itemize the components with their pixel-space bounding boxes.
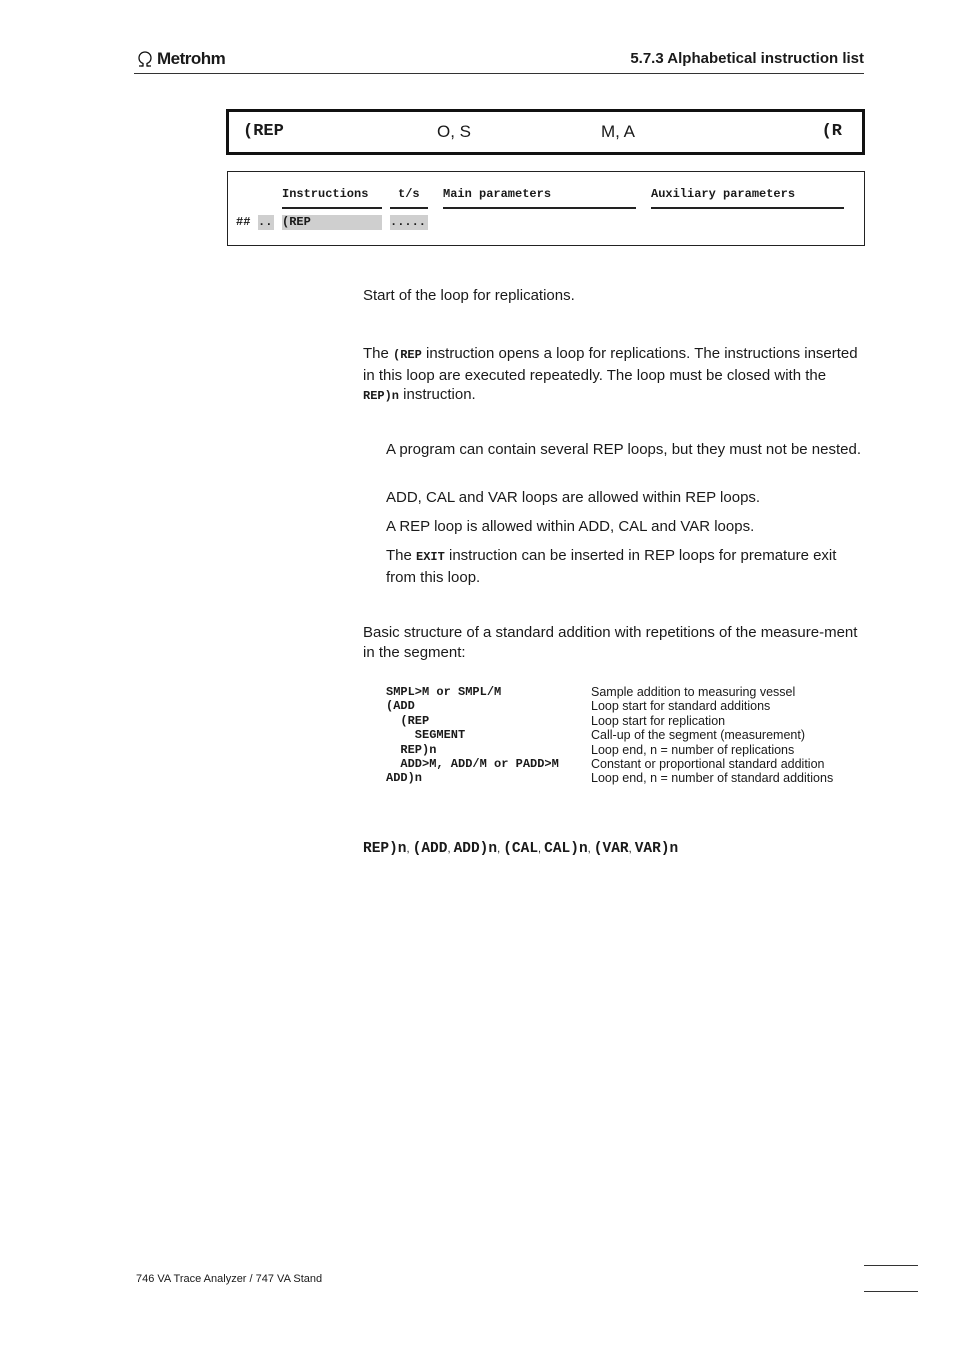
row-hash: ## — [236, 215, 251, 229]
example-row — [386, 743, 856, 757]
example-description: Loop start for replication — [591, 713, 726, 728]
header-rule — [282, 207, 382, 209]
section-title: 5.7.3 Alphabetical instruction list — [630, 50, 864, 67]
example-listing — [386, 685, 856, 786]
description-part: instruction opens a loop for replications. The instructions inserted in this loop are executed repeatedly. The loop must be closed with the — [363, 345, 858, 384]
separator: , — [538, 843, 545, 855]
see-also-item: ADD)n — [453, 841, 498, 857]
example-description: Sample addition to measuring vessel — [591, 685, 796, 699]
instruction-table — [227, 171, 865, 246]
summary-text: Start of the loop for replications. — [363, 287, 575, 304]
header-auxiliary-parameters: Auxiliary parameters — [651, 187, 796, 201]
instruction-name: (REP — [243, 122, 284, 141]
description-text — [363, 344, 858, 407]
example-code: SEGMENT — [386, 728, 466, 743]
example-row — [386, 714, 856, 728]
example-description: Constant or proportional standard addition — [591, 756, 825, 771]
note-part: The — [386, 547, 417, 564]
separator: , — [497, 843, 504, 855]
example-code: ADD)n — [386, 771, 423, 786]
description-part: instruction. — [399, 386, 476, 403]
example-code: (REP — [386, 713, 430, 728]
see-also-list — [363, 840, 678, 857]
row-instruction: (REP — [282, 215, 382, 230]
note-text — [386, 546, 861, 587]
example-code: (ADD — [386, 699, 415, 714]
note-text: A REP loop is allowed within ADD, CAL and VAR loops. — [386, 518, 755, 535]
see-also-item: CAL)n — [544, 841, 588, 857]
instruction-title-box — [226, 109, 865, 155]
example-description: Call-up of the segment (measurement) — [591, 728, 805, 743]
example-description: Loop start for standard additions — [591, 699, 771, 714]
footer-rule — [864, 1265, 918, 1266]
brand-logo — [136, 48, 225, 70]
example-description: Loop end, n = number of replications — [591, 742, 795, 757]
header-instructions: Instructions — [282, 187, 369, 201]
brand-name: Metrohm — [157, 49, 226, 68]
header-rule — [443, 207, 636, 209]
example-code: SMPL>M or SMPL/M — [386, 685, 502, 699]
footer-product: 746 VA Trace Analyzer / 747 VA Stand — [136, 1273, 323, 1285]
note-text: ADD, CAL and VAR loops are allowed within REP loops. — [386, 489, 761, 506]
header-main-parameters: Main parameters — [443, 187, 552, 201]
example-code: REP)n — [386, 742, 437, 757]
omega-logo-icon — [136, 50, 154, 68]
row-dots: .. — [258, 215, 273, 229]
separator: , — [628, 843, 635, 855]
separator: , — [447, 843, 454, 855]
note-part: instruction can be inserted in REP loops for premature exit from this loop. — [386, 547, 837, 586]
see-also-item: (CAL — [503, 841, 539, 857]
footer-rule — [864, 1291, 918, 1292]
header-rule — [390, 207, 428, 209]
header-rule — [651, 207, 844, 209]
example-code: ADD>M, ADD/M or PADD>M — [386, 756, 559, 771]
separator: , — [406, 843, 413, 855]
example-row — [386, 757, 856, 771]
example-row — [386, 699, 856, 713]
auxiliary-parameter-tag: M, A — [601, 122, 636, 141]
see-also-item: VAR)n — [634, 841, 679, 857]
see-also-item: (ADD — [412, 841, 448, 857]
example-row — [386, 728, 856, 742]
instruction-short-form: (R — [821, 122, 842, 141]
header-divider — [134, 73, 864, 74]
row-ts-value: ..... — [390, 215, 427, 229]
example-description: Loop end, n = number of standard additions — [591, 771, 834, 786]
example-row — [386, 685, 856, 699]
example-row — [386, 771, 856, 785]
inline-code: EXIT — [416, 550, 445, 564]
note-text: A program can contain several REP loops, but they must not be nested. — [386, 441, 861, 458]
separator: , — [587, 843, 594, 855]
main-parameter-tag: O, S — [437, 122, 472, 141]
inline-code: REP)n — [363, 389, 400, 403]
example-intro: Basic structure of a standard addition with repetitions of the measure-ment in the segment: — [363, 624, 858, 661]
see-also-item: (VAR — [593, 841, 629, 857]
description-part: The — [363, 345, 394, 362]
header-ts: t/s — [398, 187, 420, 201]
see-also-item: REP)n — [363, 841, 407, 857]
inline-code: (REP — [393, 348, 422, 362]
